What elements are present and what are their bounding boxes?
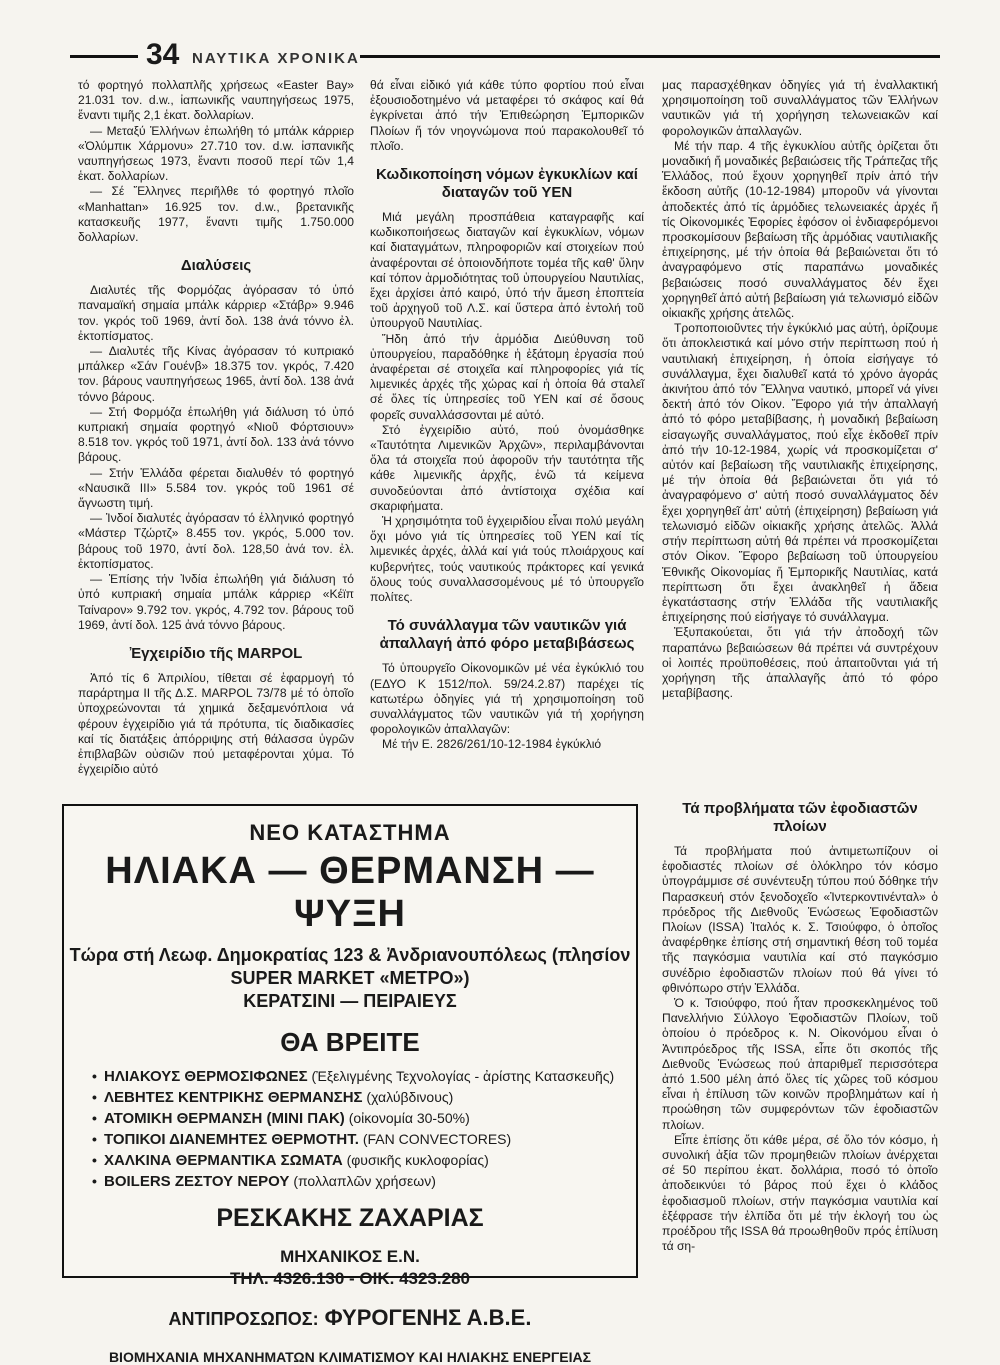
ad-rep-label: ΑΝΤΙΠΡΟΣΩΠΟΣ: [168,1309,319,1329]
paragraph: Τροποποιοῦντες τήν ἐγκύκλιό μας αὐτή, ὁρίζουμε ὅτι ἀποκλειστικά καί μόνο στήν περίπτωση πού ἡ ναυτιλιακή ἐπιχείρηση, ἡ ὁποία εἰσήγαγε τό συνάλλαγμα, ἔχει διαλυθεῖ κατά τό χρόνο ἀγοράς ἀκινήτου ἀπό τόν Ἕλληνα ναυτικό, μπορεῖ νά γίνει δεκτή ἀπό τόν Οἰκον. Ἔφορο γιά τήν ἀπαλλαγή ἀπό τό φόρο μεταβίβασης, ἡ μοναδική βεβαίωση εἰσαγωγῆς συναλλάγματος, πού εἶχε ἐκδοθεῖ πρίν ἀπό τήν 10-12-1984, χωρίς νά προσκομίζεται σ' αὐτόν καί βεβαίωση τῆς ναυτιλιακῆς ἐπιχείρησης, μέ τήν ὁποία θά βεβαιώνεται ὅτι γιά τό ἀναγραφόμενο σ' αὐτή ποσό συναλλάγματος δέν ἔχει χορηγηθεῖ ἀπ' αὐτή (ἐπιχείρηση) βεβαίωση γιά τελωνισμό εἰδῶν οἰκιακῆς χρήσης ἀτελῶς. Ἀλλά στήν περίπτωση αὐτή θά πρέπει νά προσκομίζεται στόν Οἰκον. Ἔφορο βεβαίωση τοῦ ὑπουργείου Ἐθνικῆς Οἰκονομίας ἤ Ἐμπορικῆς Ναυτιλίας, κατά περίπτωση ὅτι ἔχει ἀνακληθεῖ ἡ ἄδεια ἐγκατάστασης στήν Ἑλλάδα τῆς ναυτιλιακῆς ἐπιχείρησης πού εἰσήγαγε τό συνάλλαγμα. [662,321,938,625]
product-name: ΤΟΠΙΚΟΙ ΔΙΑΝΕΜΗΤΕΣ ΘΕΡΜΟΤΗΤ. [104,1131,359,1148]
header-rule-right [360,55,940,58]
paragraph: Ἐξυπακούεται, ὅτι γιά τήν ἀποδοχή τῶν παραπάνω βεβαιώσεων θά πρέπει νά συντρέχουν οἱ λοιπές προϋποθέσεις, πού ἀπαιτοῦνται γιά τή χορήγηση τῆς ἀπαλλαγῆς ἀπό τό φόρο μεταβίβασης. [662,625,938,701]
paragraph: — Στήν Ἑλλάδα φέρεται διαλυθέν τό φορτηγό «Ναυσικᾶ ΙΙΙ» 5.584 τον. γκρός τοῦ 1961 σέ ἄγνωστη τιμή. [78,465,354,511]
list-item [92,1066,636,1087]
paragraph: — Μεταξύ Ἑλλήνων ἐπωλήθη τό μπάλκ κάρριερ «Ὀλύμπικ Χάρμονυ» 27.710 τον. d.w. ἰσπανικῆς ναυπηγήσεως 1973, ἔναντι ποσοῦ περί τῶν 1,4 ἑκατ. δολλαρίων. [78,123,354,184]
section-heading-yen: Κωδικοποίηση νόμων ἐγκυκλίων καί διαταγῶν τοῦ ΥΕΝ [376,166,638,202]
paragraph: θά εἶναι εἰδικό γιά κάθε τύπο φορτίου πού εἶναι ἐξουσιοδοτημένο νά μεταφέρει τό σκάφος καί θά ἐγκρίνεται ἀπό τήν Ἐπιθεώρηση Ἐμπορικῶν Πλοίων ἤ τόν νηογνώμονα πού παρακολουθεῖ τό πλοῖο. [370,78,644,153]
bullet-icon: • [92,1089,97,1105]
column-2 [370,78,644,753]
paragraph: Τό ὑπουργεῖο Οἰκονομικῶν μέ νέα ἐγκύκλιό του (ΕΔΥΟ Κ 1512/πολ. 59/24.2.87) παρέχει τίς κατωτέρω ὁδηγίες γιά τή χρησιμοποίηση τοῦ συναλλάγματος τῶν ναυτικῶν γιά τή χορήγηση φορολογικῶν ἀπαλλαγῶν: [370,661,644,737]
paragraph: μας παρασχέθηκαν ὁδηγίες γιά τή ἐναλλακτική χρησιμοποίηση τοῦ συναλλάγματος τῶν Ἑλλήνων ναυτικῶν γιά τή χορήγηση τελωνειακῶν καί φορολογικῶν ἀπαλλαγῶν. [662,78,938,138]
ad-address-line-1: Τώρα στή Λεωφ. Δημοκρατίας 123 & Ἀνδριανουπόλεως (πλησίον [69,945,631,965]
section-heading-fx: Τό συνάλλαγμα τῶν ναυτικῶν γιά ἀπαλλαγή ἀπό φόρο μεταβιβάσεως [379,617,635,653]
paragraph: — Ἐπίσης τήν Ἰνδία ἐπωλήθη γιά διάλυση τό ὑπό κυπριακή σημαία μπάλκ κάρριερ «Κέϊπ Ταίναρον» 9.792 τον. γκρός, 4.792 τον. βάρους τοῦ 1969, ἀντί δολ. 125 ἀνά τόννο βάρους. [78,572,354,632]
product-name: BOILERS ΖΕΣΤΟΥ ΝΕΡΟΥ [104,1173,290,1190]
paragraph: Εἶπε ἐπίσης ὅτι κάθε μέρα, σέ ὅλο τόν κόσμο, ἡ συνολική ἀξία τῶν προμηθειῶν πλοίων ἀνέρχεται σέ 50 περίπου ἑκατ. δολλάρια, ποσό τό ὁποῖο ἀποδεικνύει τό βάρος πού ἔχει ὁ κλάδος ἐφοδιασμοῦ πλοίων, στήν παγκόσμια ναυτιλία καί ἐξέφρασε τήν ἐλπίδα ὅτι μέ τήν ἐκλογή του ὡς προέδρου τῆς ISSA θά προωθηθοῦν πρός ἐπίλυση τά ση- [662,1132,938,1254]
ad-subhead: ΘΑ ΒΡΕΙΤΕ [280,1027,420,1057]
paragraph: Μέ τήν παρ. 4 τῆς ἐγκυκλίου αὐτῆς ὁρίζεται ὅτι μοναδική ἤ μοναδικές βεβαιώσεις τῆς Τράπεζας τῆς Ἑλλάδος, πού ἔχουν χορηγηθεῖ πρίν ἀπό τήν ἔκδοση αὐτῆς (10-12-1984) μποροῦν νά γίνονται ἀποδεκτές ἀπό τίς ἁρμόδιες τελωνειακές ἀρχές ἤ τίς Οἰκονομικές Ἐφορίες ἐφόσον οἱ ἐνδιαφερόμενοι προσκομίσουν βεβαίωση τῆς ἁρμόδιας ναυτιλιακῆς ἐπιχείρησης, μέ τήν ὁποία θά βεβαιώνεται ὅτι τό ἀναγραφόμενο στίς παραπάνω μοναδικές βεβαιώσεις ποσό συναλλάγματος δέν ἔχει χορηγηθεῖ ἀπό αὐτή βεβαίωση γιά τελωνισμό εἰδῶν οἰκιακῆς χρήσης ἀτελῶς. [662,138,938,321]
paragraph: — Σέ Ἕλληνες περιῆλθε τό φορτηγό πλοῖο «Manhattan» 16.925 τον. d.w., βρετανικῆς κατασκευῆς 1977, ἔναντι τιμῆς 1.750.000 δολλαρίων. [78,184,354,245]
bullet-icon: • [92,1173,97,1189]
ad-telephone: ΤΗΛ. 4326.130 - ΟΙΚ. 4323.280 [229,1269,471,1288]
paragraph: Διαλυτές τῆς Φορμόζας ἀγόρασαν τό ὑπό παναμαϊκή σημαία μπάλκ κάρριερ «Στάβρ» 9.946 τον. γκρός τοῦ 1969, ἀντί δολ. 138 ἀνά τόννο ἐλ. ἐκτοπίσματος. [78,283,354,343]
page-header [70,38,940,72]
list-item [92,1129,636,1150]
publication-title: ΝΑΥΤΙΚΑ ΧΡΟΝΙΚΑ [192,50,360,67]
paragraph: Ἡ χρησιμότητα τοῦ ἐγχειριδίου εἶναι πολύ μεγάλη ὄχι μόνο γιά τίς ὑπηρεσίες τοῦ ΥΕΝ καί τίς λιμενικές ἀρχές, ἀλλά καί γιά τούς πλοιάρχους καί κυβερνήτες, τούς ναυτικούς πράκτορες καί γενικά ὅλους τούς συναλλασσομένους μέ τό ὑπουργεῖο πολίτες. [370,514,644,605]
ad-owner-name: ΡΕΣΚΑΚΗΣ ΖΑΧΑΡΙΑΣ [216,1204,484,1232]
product-name: ΗΛΙΑΚΟΥΣ ΘΕΡΜΟΣΙΦΩΝΕΣ [104,1068,308,1085]
list-item [92,1087,636,1108]
ad-shop-label: ΝΕΟ ΚΑΤΑΣΤΗΜΑ [249,820,451,845]
list-item [92,1150,636,1171]
product-note: (πολλαπλῶν χρήσεων) [293,1173,436,1189]
section-heading-dialyseis: Διαλύσεις [180,257,252,275]
paragraph: Ἤδη ἀπό τήν ἁρμόδια Διεύθυνση τοῦ ὑπουργείου, παραδόθηκε ἡ ἐξάτομη ἐργασία πού ἀναφέρεται σέ στοιχεῖα καί πληροφορίες γιά τίς λιμενικές ἀρχές τῆς χώρας καί ἡ ὁποία θά σταλεῖ σέ ὅλες τίς ὑπηρεσίες τοῦ ΥΕΝ καί σέ ὅσους φορεῖς συναλλάσσονται μέ αὐτό. [370,331,644,422]
product-note: (Ἐξελιγμένης Τεχνολογίας - ἀρίστης Κατασκευῆς) [311,1068,615,1084]
ad-address-line-2: SUPER MARKET «ΜΕΤΡΟ») [230,968,470,988]
paragraph: — Ἰνδοί διαλυτές ἀγόρασαν τό ἑλληνικό φορτηγό «Μάστερ Τζώρτζ» 8.455 τον. γκρός, 5.000 τον. βάρους τοῦ 1970, ἀντί δολ. 128,50 ἀνά τον. ἐλ. ἐκτοπίσματος. [78,511,354,571]
product-note: (FAN CONVECTORES) [362,1131,512,1147]
list-item [92,1108,636,1129]
ad-engineer-title: ΜΗΧΑΝΙΚΟΣ Ε.Ν. [280,1247,420,1266]
product-note: (φυσικῆς κυκλοφορίας) [346,1152,489,1168]
ad-industry-line: ΒΙΟΜΗΧΑΝΙΑ ΜΗΧΑΝΗΜΑΤΩΝ ΚΛΙΜΑΤΙΣΜΟΥ ΚΑΙ ΗΛΙΑΚΗΣ ΕΝΕΡΓΕΙΑΣ [108,1349,592,1365]
paragraph: — Στή Φορμόζα ἐπωλήθη γιά διάλυση τό ὑπό κυπριακή σημαία φορτηγό «Νιοῦ Φόρτσιουν» 8.518 τον. γκρός τοῦ 1971, ἀντί δολ. 133 ἀνά τόννο βάρους. [78,404,354,465]
page-number: 34 [146,38,180,71]
column-3 [662,78,938,701]
ad-product-list [64,1066,636,1192]
column-1 [78,78,354,777]
paragraph: Μιά μεγάλη προσπάθεια καταγραφῆς καί κωδικοποιήσεως διαταγῶν καί ἐγκυκλίων, νόμων καί διαταγμάτων, πληροφοριῶν καί στοιχείων πού ἀναφέρονται σέ ὁποιονδήποτε τομέα τῆς καθ' ὕλην καί τόπον ἁρμοδιότητας τοῦ ὑπουργείου Ναυτιλίας, ἔχει ἀρχίσει ἀπό καιρό, ὑπό τήν ἄμεση ἐποπτεία τοῦ ἀρχηγοῦ τοῦ Λ.Σ. καί ὕστερα ἀπό ἐντολή τοῦ ὑπουργοῦ Ναυτιλίας. [370,210,644,331]
paragraph: Ὁ κ. Τσιούφφο, πού ἦταν προσκεκλημένος τοῦ Πανελλήνιο Σύλλογο Ἐφοδιαστῶν Πλοίων, τοῦ ὁποίου ὁ πρόεδρος κ. Ν. Οἰκονόμου εἶναι ὁ Ἀντιπρόεδρος τῆς ISSA, εἶπε ὅτι σκοπός τῆς Διεθνοῦς Ἑνώσεως πού ἀπαριθμεῖ περισσότερα ἀπό 1.500 μέλη ἀπό ὅλες τίς χῶρες τοῦ κόσμου εἶναι ἡ ἐπίλυση τῶν κοινῶν προβλημάτων καί ἡ προώθηση τῶν συμφερόντων τῶν ἐφοδιαστῶν πλοίων. [662,996,938,1132]
bullet-icon: • [92,1152,97,1168]
product-note: (χαλύβδινους) [366,1089,454,1105]
ad-representative [64,1305,636,1331]
ad-headline: ΗΛΙΑΚΑ — ΘΕΡΜΑΝΣΗ — ΨΥΞΗ [105,850,595,935]
bullet-icon: • [92,1131,97,1147]
paragraph: Τά προβλήματα πού ἀντιμετωπίζουν οἱ ἐφοδιαστές πλοίων σέ ὁλόκληρο τόν κόσμο ὑπογράμμισε σέ συνέντευξη τύπου πού δόθηκε τήν Παρασκευή στόν ξενοδοχεῖο «Ἰντερκοντινένταλ» ὁ πρόεδρος τῆς Διεθνοῦς Ἑνώσεως Ἐφοδιαστῶν Πλοίων (ISSA) Ἰταλός κ. Σ. Τσιούφφο, ὁ ὁποῖος ἀναφέρθηκε ἐπίσης στή σημαντική θέση τοῦ τομέα τῆς παγκόσμια ναυτιλία καί στό παγκόσμιο συνέδριο ἐφοδιαστῶν πλοίων πού θά γίνει τό φθινόπωρο στήν Ἑλλάδα. [662,844,938,995]
product-name: ΛΕΒΗΤΕΣ ΚΕΝΤΡΙΚΗΣ ΘΕΡΜΑΝΣΗΣ [104,1089,363,1106]
product-name: ΑΤΟΜΙΚΗ ΘΕΡΜΑΝΣΗ (ΜΙΝΙ ΠΑΚ) [104,1110,345,1127]
bullet-icon: • [92,1110,97,1126]
paragraph: Ἀπό τίς 6 Ἀπριλίου, τίθεται σέ ἐφαρμογή τό παράρτημα ΙΙ τῆς Δ.Σ. MARPOL 73/78 μέ τό ὁποῖο ὑποχρεώνονται τά χημικά δεξαμενόπλοια νά φέρουν ἐγχειρίδιο γιά τά πρότυπα, τίς διαδικασίες καί τίς διατάξεις ἀπόρριψης στή θάλασσα ὑγρῶν ἐπιβλαβῶν οὐσιῶν πού μεταφέρονται χύμα. Τό ἐγχειρίδιο αὐτό [78,670,354,777]
paragraph: τό φορτηγό πολλαπλῆς χρήσεως «Easter Bay» 21.031 τον. d.w., ἰαπωνικῆς ναυπηγήσεως 1975, ἔναντι τιμῆς 2,1 ἑκατ. δολλαρίων. [78,78,354,123]
product-note: (οἰκονομία 30-50%) [348,1110,470,1126]
header-rule-left [70,55,138,58]
bullet-icon: • [92,1068,97,1084]
paragraph: Μέ τήν Ε. 2826/261/10-12-1984 ἐγκύκλιό [382,737,602,752]
paragraph: Στό ἐγχειρίδιο αὐτό, πού ὀνομάσθηκε «Ταυτότητα Λιμενικῶν Ἀρχῶν», περιλαμβάνονται ὅλα τά στοιχεῖα πού ἀφοροῦν τήν ταυτότητα τῆς κάθε λιμενικῆς ἀρχῆς, ἐνῶ τά κείμενα συνοδεύονται ἀπό ἀντίστοιχα σχέδια καί σκαριφήματα. [370,422,644,513]
product-name: ΧΑΛΚΙΝΑ ΘΕΡΜΑΝΤΙΚΑ ΣΩΜΑΤΑ [104,1152,343,1169]
column-3-lower [662,800,938,1254]
section-heading-supply: Τά προβλήματα τῶν ἐφοδιαστῶν πλοίων [682,800,918,835]
section-heading-marpol: Ἐγχειρίδιο τῆς MARPOL [129,644,303,662]
ad-address-line-3: ΚΕΡΑΤΣΙΝΙ — ΠΕΙΡΑΙΕΥΣ [243,991,457,1011]
advertisement [62,804,638,1365]
list-item [92,1171,636,1192]
paragraph: — Διαλυτές τῆς Κίνας ἀγόρασαν τό κυπριακό μπάλκερ «Σάν Γουένβ» 18.375 τον. γκρός, 7.420 τον. βάρους ναυπηγήσεως 1965, ἀντί δολ. 138 ἀνά τόννο βάρους. [78,344,354,404]
ad-rep-name: ΦΥΡΟΓΕΝΗΣ Α.Β.Ε. [324,1305,532,1330]
